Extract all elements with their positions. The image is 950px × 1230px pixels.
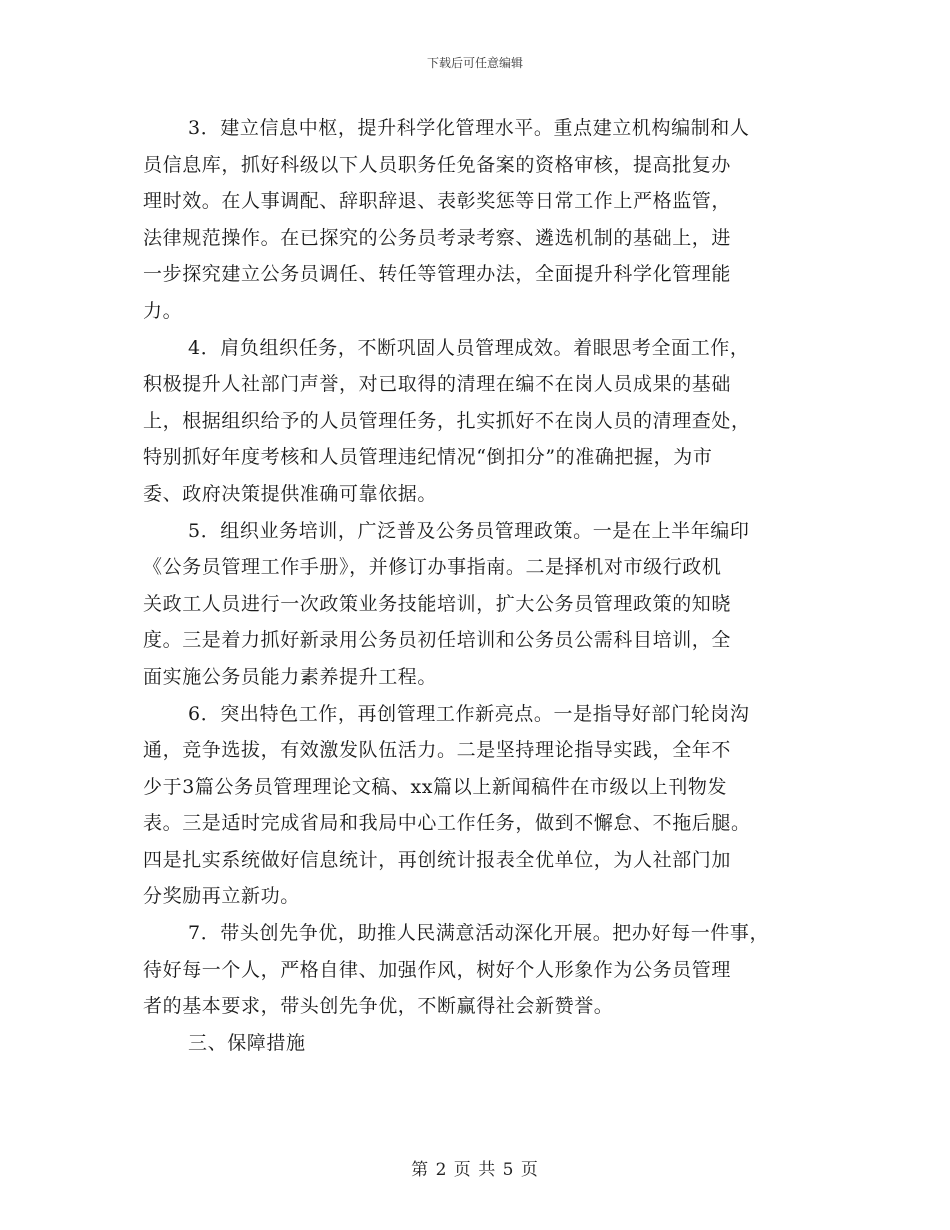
text-line: 理时效。在人事调配、辞职辞退、表彰奖惩等日常工作上严格监管， (143, 190, 732, 213)
text-line: 上，根据组织给予的人员管理任务，扎实抓好不在岗人员的清理查处， (143, 409, 751, 432)
text-line: 一步探究建立公务员调任、转任等管理办法，全面提升科学化管理能 (143, 263, 732, 286)
text-line: 7．带头创先争优，助推人民满意活动深化开展。把办好每一件事， (188, 922, 770, 945)
text-line: 四是扎实系统做好信息统计，再创统计报表全优单位，为人社部门加 (143, 848, 732, 871)
text-line: 表。三是适时完成省局和我局中心工作任务，做到不懈怠、不拖后腿。 (143, 812, 751, 835)
text-line: 6．突出特色工作，再创管理工作新亮点。一是指导好部门轮岗沟 (188, 702, 750, 725)
page-header: 下载后可任意编辑 (426, 56, 523, 70)
text-line: 度。三是着力抓好新录用公务员初任培训和公务员公需科目培训，全 (143, 629, 732, 652)
text-line: 委、政府决策提供准确可靠依据。 (143, 482, 438, 505)
text-line: 4．肩负组织任务，不断巩固人员管理成效。着眼思考全面工作， (188, 336, 750, 359)
text-line: 特别抓好年度考核和人员管理违纪情况“倒扣分”的准确把握，为市 (143, 446, 713, 469)
page-number-footer: 第 2 页 共 5 页 (411, 1160, 539, 1180)
text-line: 者的基本要求，带头创先争优，不断赢得社会新赞誉。 (143, 995, 614, 1018)
document-body (143, 110, 818, 1061)
text-line: 面实施公务员能力素养提升工程。 (143, 665, 438, 688)
text-line: 员信息库，抓好科级以下人员职务任免备案的资格审核，提高批复办 (143, 153, 732, 176)
text-line: 3．建立信息中枢，提升科学化管理水平。重点建立机构编制和人 (188, 117, 750, 139)
text-line: 5．组织业务培训，广泛普及公务员管理政策。一是在上半年编印 (188, 519, 750, 542)
text-line: 法律规范操作。在已探究的公务员考录考察、遴选机制的基础上，进 (143, 226, 732, 249)
text-line: 《公务员管理工作手册》，并修订办事指南。二是择机对市级行政机 (143, 556, 722, 579)
text-line: 关政工人员进行一次政策业务技能培训，扩大公务员管理政策的知晓 (143, 592, 732, 615)
text-line: 少于3篇公务员管理理论文稿、xx篇以上新闻稿件在市级以上刊物发 (143, 775, 728, 798)
text-line: 待好每一个人，严格自律、加强作风，树好个人形象作为公务员管理 (143, 958, 732, 981)
text-line: 通，竞争选拔，有效激发队伍活力。二是坚持理论指导实践，全年不 (143, 739, 732, 762)
text-line: 力。 (143, 299, 183, 322)
text-line: 分奖励再立新功。 (143, 885, 300, 908)
section-heading: 三、保障措施 (188, 1031, 306, 1054)
text-line: 积极提升人社部门声誉，对已取得的清理在编不在岗人员成果的基础 (143, 373, 732, 396)
